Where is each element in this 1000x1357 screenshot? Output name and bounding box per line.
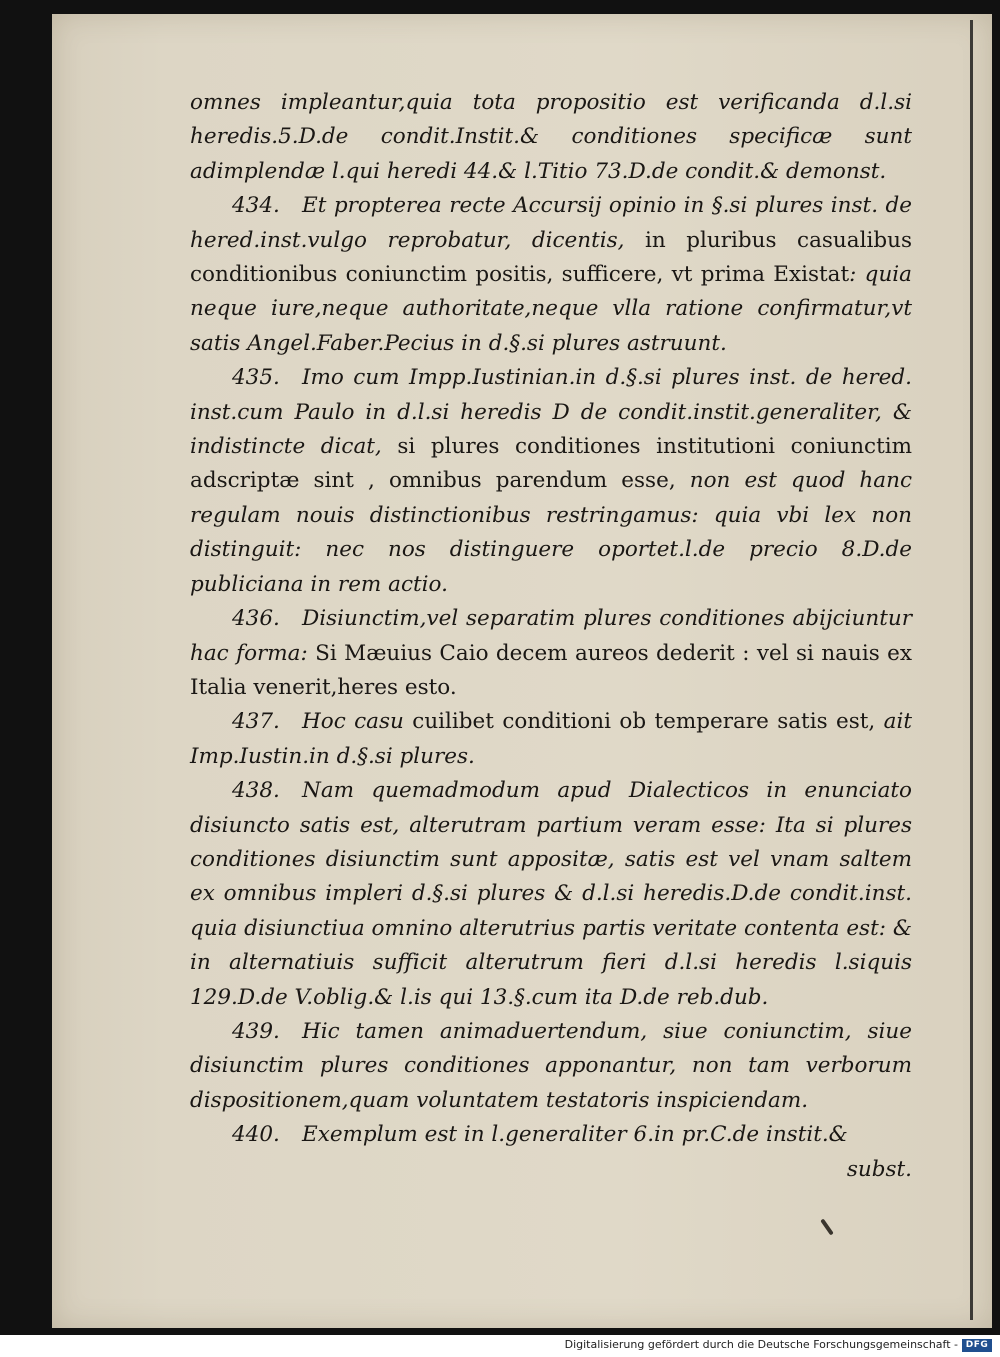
paragraph-434-seg-0: Et propterea recte Accursij opinio in §.si plures inst. de hered.inst.vulgo reprobatur, dicentis, [190,193,912,253]
paragraph-440 [190,1118,912,1187]
paragraph-0 [190,86,912,189]
footer-bar [0,1335,1000,1357]
paragraph-437-seg-2: ait Imp.Iustin.in d.§.si plures. [190,709,912,769]
paragraph-434 [190,189,912,361]
dfg-logo-icon: DFG [962,1339,992,1352]
paragraph-435-seg-1: si plures conditiones institutioni coniunctim adscriptæ sint , omnibus parendum esse, [190,434,912,494]
paragraph-437-seg-0: Hoc casu [302,709,404,735]
page-edge [970,20,973,1320]
paragraph-436-seg-1: Si Mæuius Caio decem aureos dederit : vel si nauis ex Italia venerit,heres esto. [190,640,912,700]
paragraph-438-seg-0: Nam quemadmodum apud Dialecticos in enunciato disiuncto satis est, alterutram partium veram esse: Ita si plures conditiones disiunctim sunt appositæ, satis est vel vnam saltem ex omnibus impleri d.§.si plures & d.l.si heredis.D.de condit.inst. quia disiunctiua omnino alterutrius partis veritate contenta est: & in alternatiuis sufficit alterutrum fieri d.l.si heredis l.siquis 129.D.de V.oblig.& l.is qui 13.§.cum ita D.de reb.dub. [190,778,912,1010]
paragraph-435-seg-2: non est quod hanc regulam nouis distinctionibus restringamus: quia vbi lex non distinguit: nec nos distinguere oportet.l.de precio 8.D.de publiciana in rem actio. [190,468,912,597]
paragraph-438 [190,774,912,1015]
paragraph-number: 436. [232,606,280,632]
paragraph-436 [190,602,912,705]
paragraph-440-seg-0: Exemplum est in l.generaliter 6.in pr.C.de instit.& [302,1122,848,1148]
paragraph-number: 439. [232,1018,280,1044]
paragraph-number: 435. [232,365,280,391]
paragraph-439-seg-0: Hic tamen animaduertendum, siue coniunctim, siue disiunctim plures conditiones apponantur, non tam verborum dispositionem,quam voluntatem testatoris inspiciendam. [190,1018,912,1113]
paragraph-439 [190,1015,912,1118]
paragraph-434-seg-2: : quia neque iure,neque authoritate,neque vlla ratione confirmatur,vt satis Angel.Faber.Pecius in d.§.si plures astruunt. [190,262,912,356]
paragraph-number: 438. [232,778,280,804]
paragraph-number: 440. [232,1122,280,1148]
paragraph-435-seg-0: Imo cum Impp.Iustinian.in d.§.si plures inst. de hered. inst.cum Paulo in d.l.si heredis D de condit.instit.generaliter, & indistincte dicat, [190,365,912,460]
paragraph-437 [190,705,912,774]
paragraph-436-seg-0: Disiunctim,vel separatim plures conditiones abijciuntur hac forma: [190,606,912,666]
paragraph-number: 437. [232,709,280,735]
paragraph-437-seg-1: cuilibet conditioni ob temperare satis est, [412,709,876,735]
footer-credit: Digitalisierung gefördert durch die Deutsche Forschungsgemeinschaft - [564,1338,958,1351]
paragraph-434-seg-1: in pluribus casualibus conditionibus coniunctim positis, sufficere, vt prima Existat [190,227,912,288]
paragraph-number: 434. [232,193,280,219]
paragraph-440-last-line: subst. [846,1156,912,1182]
paragraph-0-seg-0: omnes impleantur,quia tota propositio est verificanda d.l.si heredis.5.D.de condit.Instit.& conditiones specificæ sunt adimplendæ l.qui heredi 44.& l.Titio 73.D.de condit.& demonst. [190,90,912,184]
paragraph-435 [190,361,912,602]
page-text [190,86,912,1187]
